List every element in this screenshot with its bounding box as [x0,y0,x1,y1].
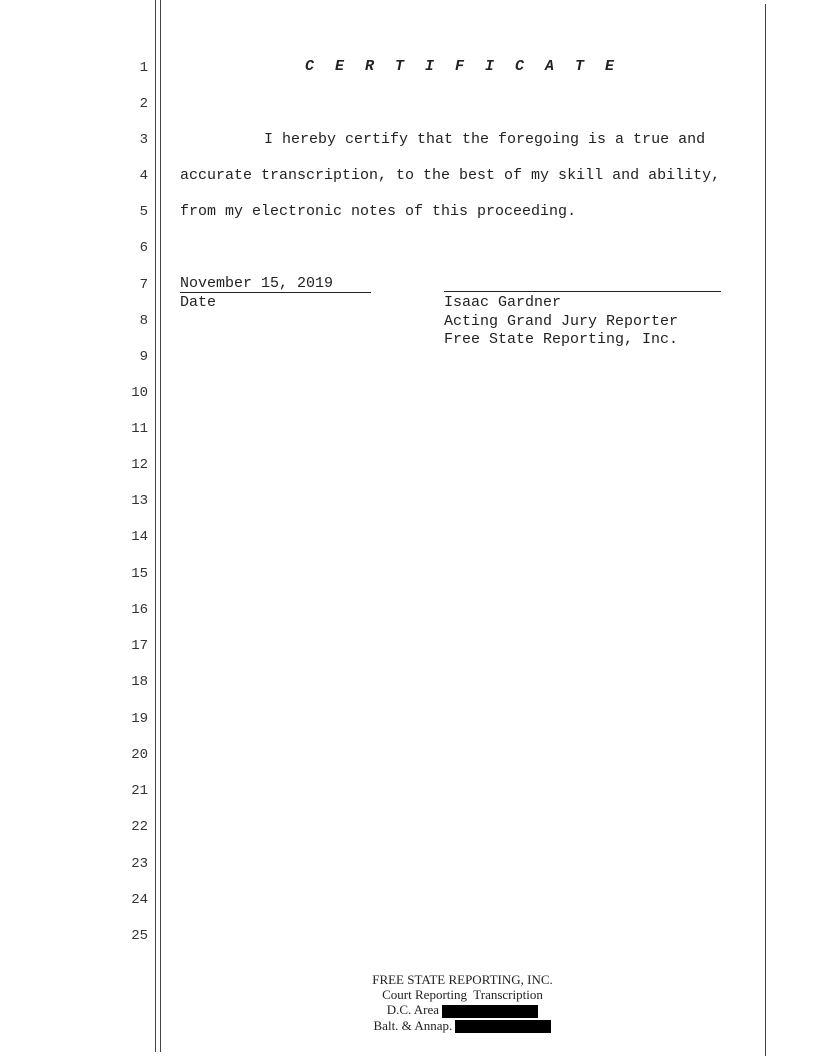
signature-line [444,291,721,292]
redaction-box [442,1005,538,1018]
date-label: Date [180,294,217,311]
line-number: 17 [131,638,148,654]
left-margin-rule-inner [160,0,161,1052]
line-number: 14 [131,529,148,545]
signer-company: Free State Reporting, Inc. [444,331,679,348]
line-number: 23 [131,856,148,872]
line-number: 10 [131,385,148,401]
line-number: 22 [131,819,148,835]
line-number: 18 [131,674,148,690]
redaction-box [455,1020,551,1033]
line-number: 16 [131,602,148,618]
line-number: 2 [139,96,148,112]
footer-company: FREE STATE REPORTING, INC. [372,972,553,987]
line-number: 11 [131,421,148,437]
signer-name: Isaac Gardner [444,294,562,311]
line-number: 9 [139,349,148,365]
right-margin-rule [765,4,766,1056]
line-number: 4 [139,168,148,184]
line-number: 24 [131,892,148,908]
left-margin-rule-outer [155,0,156,1052]
footer-balt-row [160,1018,765,1034]
line-number: 5 [139,204,148,220]
footer-balt-label: Balt. & Annap. [373,1017,453,1033]
signer-role: Acting Grand Jury Reporter [444,313,679,330]
body-line-5: from my electronic notes of this proceeding. [180,203,577,220]
certificate-title: C E R T I F I C A T E [304,58,621,75]
date-value: November 15, 2019 [180,276,371,293]
page-footer [160,972,765,1033]
line-number: 6 [139,240,148,256]
body-line-3: I hereby certify that the foregoing is a true and [264,131,706,148]
line-number: 13 [131,493,148,509]
footer-dc-row [160,1002,765,1018]
line-number: 8 [139,313,148,329]
footer-services: Court Reporting Transcription [382,987,543,1002]
footer-dc-label: D.C. Area [386,1002,440,1017]
line-number: 12 [131,457,148,473]
line-number: 20 [131,747,148,763]
line-number: 25 [131,928,148,944]
line-number: 3 [139,132,148,148]
line-number: 21 [131,783,148,799]
body-line-4: accurate transcription, to the best of my skill and ability, [180,167,721,184]
line-number: 1 [139,60,148,76]
line-number: 19 [131,711,148,727]
line-number: 15 [131,566,148,582]
line-number: 7 [139,277,148,293]
